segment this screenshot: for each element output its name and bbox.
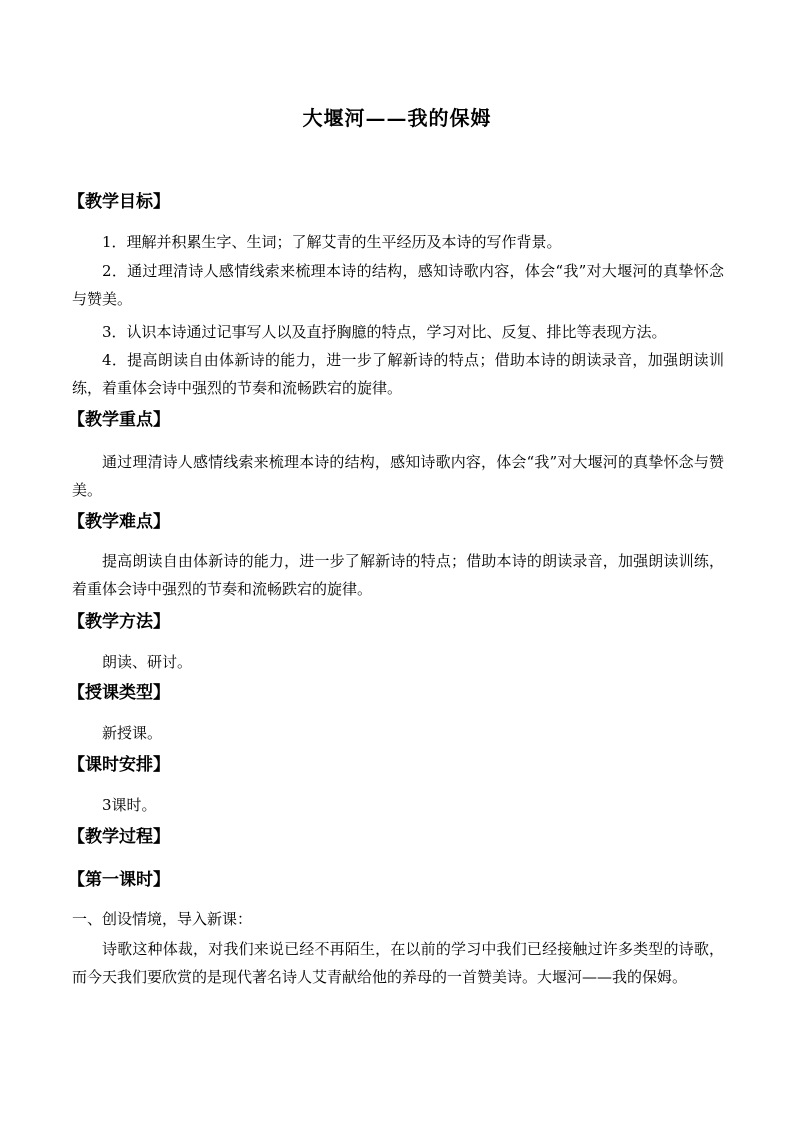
document-title: 大堰河——我的保姆 bbox=[302, 106, 492, 130]
heading-difficulties: 【教学难点】 bbox=[68, 512, 170, 532]
heading-schedule: 【课时安排】 bbox=[68, 755, 170, 775]
step-1-text: 诗歌这种体裁，对我们来说已经不再陌生，在以前的学习中我们已经接触过许多类型的诗歌，而今天我们要欣赏的是现代著名诗人艾青献给他的养母的一首赞美诗。大堰河——我的保姆。 bbox=[72, 940, 724, 986]
teaching-methods-text: 朗读、研讨。 bbox=[102, 653, 193, 671]
heading-key-points: 【教学重点】 bbox=[68, 410, 170, 430]
heading-teaching-process: 【教学过程】 bbox=[68, 827, 170, 847]
difficulties-text: 提高朗读自由体新诗的能力，进一步了解新诗的特点；借助本诗的朗读录音，加强朗读训练，着重体会诗中强烈的节奏和流畅跌宕的旋律。 bbox=[72, 552, 724, 598]
heading-teaching-methods: 【教学方法】 bbox=[68, 612, 170, 632]
objective-item-3: 3．认识本诗通过记事写人以及直抒胸臆的特点，学习对比、反复、排比等表现方法。 bbox=[102, 323, 667, 341]
heading-teaching-objectives: 【教学目标】 bbox=[68, 192, 170, 212]
key-points-text: 通过理清诗人感情线索来梳理本诗的结构，感知诗歌内容，体会“我”对大堰河的真挚怀念与赞美。 bbox=[72, 453, 724, 499]
schedule-text: 3课时。 bbox=[102, 796, 157, 814]
objective-item-1: 1．理解并积累生字、生词；了解艾青的生平经历及本诗的写作背景。 bbox=[102, 233, 562, 251]
objective-item-4: 4．提高朗读自由体新诗的能力，进一步了解新诗的特点；借助本诗的朗读录音，加强朗读训练，着重体会诗中强烈的节奏和流畅跌宕的旋律。 bbox=[72, 351, 724, 397]
heading-lesson-type: 【授课类型】 bbox=[68, 683, 170, 703]
heading-first-lesson: 【第一课时】 bbox=[68, 870, 170, 890]
lesson-type-text: 新授课。 bbox=[102, 724, 163, 742]
objective-item-2: 2．通过理清诗人感情线索来梳理本诗的结构，感知诗歌内容，体会“我”对大堰河的真挚怀念与赞美。 bbox=[72, 262, 724, 308]
step-1-title: 一、创设情境，导入新课： bbox=[72, 910, 253, 928]
